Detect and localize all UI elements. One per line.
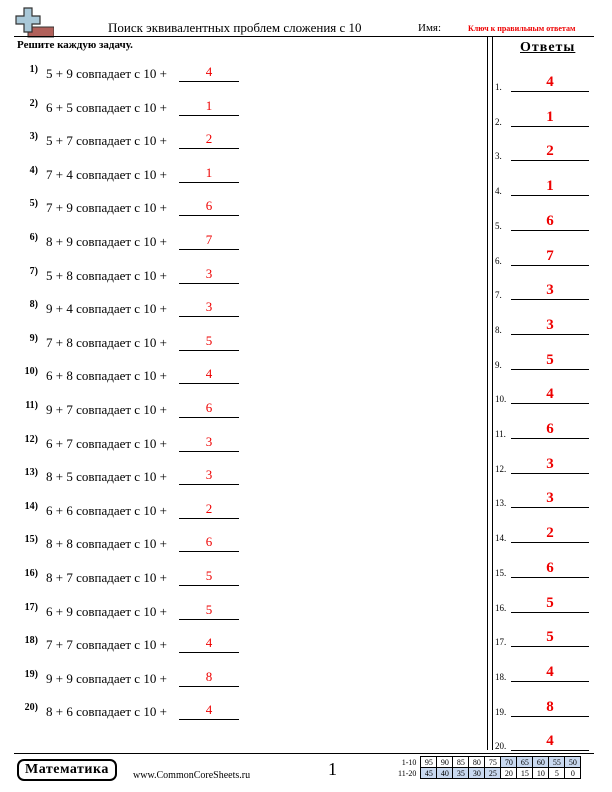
answer-key-number: 18. [495, 671, 507, 682]
answer-key-row [494, 595, 604, 615]
brand-badge: Математика [17, 759, 117, 781]
problem-text: 7 + 8 совпадает с 10 + [46, 334, 167, 350]
answer-blank[interactable]: 4 [179, 635, 239, 653]
score-cell: 20 [501, 768, 517, 779]
answer-blank[interactable]: 7 [179, 232, 239, 250]
problem-row [0, 165, 486, 185]
problem-number: 1) [29, 64, 38, 75]
problem-number: 4) [29, 164, 38, 176]
answer-key-row [494, 282, 604, 302]
problem-row [0, 266, 486, 286]
answer-key-value: 6 [511, 421, 589, 439]
answer-blank[interactable]: 2 [179, 501, 239, 519]
answer-blank[interactable]: 3 [179, 266, 239, 284]
problem-number: 13) [24, 467, 38, 479]
problem-row [0, 534, 486, 554]
answer-key-value: 2 [511, 525, 589, 543]
score-cell: 55 [549, 757, 565, 768]
score-cell: 10 [533, 768, 549, 779]
answer-key-number: 3. [495, 151, 502, 162]
answer-blank[interactable]: 3 [179, 299, 239, 317]
problem-row [0, 702, 486, 722]
answer-key-value: 4 [511, 74, 589, 92]
worksheet-title: Поиск эквивалентных проблем сложения с 10 [108, 20, 362, 35]
problem-row [0, 501, 486, 521]
problem-text: 8 + 8 совпадает с 10 + [46, 536, 167, 552]
answer-blank[interactable]: 5 [179, 602, 239, 620]
problem-text: 7 + 7 совпадает с 10 + [46, 637, 167, 653]
answer-key-value: 8 [511, 699, 589, 717]
score-cell: 45 [421, 768, 437, 779]
problem-number: 11) [25, 400, 38, 411]
answer-key-row [494, 352, 604, 372]
answer-key-row [494, 317, 604, 337]
problem-number: 7) [29, 265, 38, 277]
answer-blank[interactable]: 4 [179, 366, 239, 384]
answer-key-number: 7. [495, 290, 502, 301]
footer-divider [14, 753, 594, 754]
problem-text: 6 + 7 совпадает с 10 + [46, 435, 167, 451]
answer-key-value: 1 [511, 178, 589, 196]
problem-text: 6 + 9 совпадает с 10 + [46, 603, 167, 619]
problem-number: 14) [24, 500, 38, 512]
score-table [396, 756, 581, 779]
problem-row [0, 366, 486, 386]
score-cell: 85 [453, 757, 469, 768]
problem-text: 8 + 5 совпадает с 10 + [46, 469, 167, 485]
score-range-label: 1-10 [401, 757, 417, 767]
problem-number: 16) [24, 568, 38, 579]
header-divider [14, 36, 594, 37]
answer-blank[interactable]: 8 [179, 669, 239, 687]
score-cell: 50 [565, 757, 581, 768]
problem-text: 8 + 9 совпадает с 10 + [46, 234, 167, 249]
name-label: Имя: [418, 22, 442, 34]
answer-key-number: 1. [495, 82, 502, 92]
answer-key-number: 10. [495, 394, 507, 405]
problem-text: 9 + 4 совпадает с 10 + [46, 301, 167, 317]
problem-row [0, 602, 486, 622]
answer-blank[interactable]: 2 [179, 131, 239, 149]
problem-number: 9) [29, 332, 38, 344]
answer-key-value: 4 [511, 664, 589, 682]
score-cell: 65 [517, 757, 533, 768]
answer-key-number: 20. [495, 741, 507, 752]
answer-key-row [494, 490, 604, 510]
answer-key-row [494, 109, 604, 129]
answer-key-number: 11. [495, 429, 506, 439]
problem-number: 19) [24, 668, 38, 680]
problem-text: 9 + 7 совпадает с 10 + [46, 402, 167, 417]
answer-key-number: 9. [495, 359, 502, 370]
answer-key-value: 5 [511, 352, 589, 370]
answer-blank[interactable]: 3 [179, 434, 239, 452]
score-cell: 80 [469, 757, 485, 768]
problem-text: 5 + 9 совпадает с 10 + [46, 66, 167, 81]
answer-key-value: 5 [511, 629, 589, 647]
problem-number: 3) [29, 131, 38, 143]
answer-key-number: 5. [495, 220, 502, 231]
instructions: Решите каждую задачу. [17, 39, 133, 51]
plus-sign-logo-icon [14, 6, 54, 38]
problem-row [0, 131, 486, 151]
answer-key-number: 4. [495, 186, 502, 197]
problem-row [0, 434, 486, 454]
score-range-label: 11-20 [398, 768, 417, 778]
answer-key-number: 17. [495, 637, 507, 648]
answer-key-row [494, 248, 604, 268]
answer-key-row [494, 456, 604, 476]
answer-key-value: 1 [511, 109, 589, 127]
score-cell: 5 [549, 768, 565, 779]
answer-key-label: Ключ к правильным ответам [468, 24, 576, 33]
answer-key-number: 19. [495, 706, 507, 717]
answer-key-row [494, 525, 604, 545]
answer-key-value: 3 [511, 282, 589, 300]
score-cell: 40 [437, 768, 453, 779]
problem-number: 15) [24, 534, 38, 546]
answer-key-number: 15. [495, 567, 507, 578]
problem-text: 7 + 4 совпадает с 10 + [46, 166, 167, 182]
answer-key-value: 3 [511, 317, 589, 335]
answer-key-row [494, 733, 604, 753]
problem-row [0, 232, 486, 252]
answer-key-row [494, 699, 604, 719]
answer-key-row [494, 143, 604, 163]
problem-row [0, 467, 486, 487]
answer-key-row [494, 213, 604, 233]
answer-key-value: 7 [511, 248, 589, 266]
answer-key-row [494, 560, 604, 580]
site-url: www.CommonCoreSheets.ru [133, 770, 251, 781]
problem-row [0, 299, 486, 319]
problem-text: 9 + 9 совпадает с 10 + [46, 670, 167, 686]
problem-row [0, 98, 486, 118]
problem-text: 5 + 8 совпадает с 10 + [46, 267, 167, 283]
score-cell: 90 [437, 757, 453, 768]
answer-blank[interactable]: 1 [179, 165, 239, 183]
score-cell: 30 [469, 768, 485, 779]
problem-text: 8 + 7 совпадает с 10 + [46, 570, 167, 585]
problem-row [0, 669, 486, 689]
answer-key-value: 4 [511, 386, 589, 404]
problem-text: 7 + 9 совпадает с 10 + [46, 200, 167, 216]
problem-row [0, 333, 486, 353]
answer-key-number: 13. [495, 498, 507, 509]
score-cell: 60 [533, 757, 549, 768]
answer-key-value: 2 [511, 143, 589, 161]
problem-text: 6 + 5 совпадает с 10 + [46, 99, 167, 115]
problem-row [0, 568, 486, 588]
answer-key-number: 2. [495, 116, 502, 127]
score-cell: 70 [501, 757, 517, 768]
answer-blank[interactable]: 5 [179, 568, 239, 586]
problem-number: 6) [29, 232, 38, 243]
score-row [396, 757, 581, 768]
score-cell: 0 [565, 768, 581, 779]
problem-row [0, 64, 486, 84]
answer-blank[interactable]: 6 [179, 534, 239, 552]
answer-blank[interactable]: 6 [179, 400, 239, 418]
answer-blank[interactable]: 6 [179, 198, 239, 216]
answer-blank[interactable]: 5 [179, 333, 239, 351]
problem-text: 8 + 6 совпадает с 10 + [46, 704, 167, 720]
answer-key-value: 3 [511, 490, 589, 508]
problem-row [0, 198, 486, 218]
score-cell: 15 [517, 768, 533, 779]
answer-key-value: 3 [511, 456, 589, 474]
problem-number: 12) [24, 433, 38, 445]
answer-key-number: 6. [495, 255, 502, 266]
answer-blank[interactable]: 3 [179, 467, 239, 485]
problem-number: 8) [29, 299, 38, 311]
problem-number: 17) [24, 601, 38, 613]
answers-title: Ответы [520, 40, 576, 55]
answer-key-value: 6 [511, 560, 589, 578]
answer-key-number: 16. [495, 602, 507, 613]
problem-text: 6 + 8 совпадает с 10 + [46, 368, 167, 384]
answer-key-number: 12. [495, 463, 507, 474]
problem-row [0, 635, 486, 655]
score-cell: 35 [453, 768, 469, 779]
answer-key-number: 8. [495, 324, 502, 335]
problem-text: 6 + 6 совпадает с 10 + [46, 502, 167, 518]
problem-number: 20) [24, 702, 38, 714]
score-row [396, 768, 581, 779]
problem-number: 10) [24, 366, 38, 378]
answer-key-value: 5 [511, 595, 589, 613]
problem-number: 5) [29, 198, 38, 210]
problem-text: 5 + 7 совпадает с 10 + [46, 133, 167, 149]
answer-blank[interactable]: 1 [179, 98, 239, 116]
answer-column-divider [487, 37, 493, 750]
answer-key-row [494, 421, 604, 441]
score-cell: 95 [421, 757, 437, 768]
answer-key-value: 4 [511, 733, 589, 751]
answer-blank[interactable]: 4 [179, 64, 239, 82]
problem-number: 18) [24, 635, 38, 647]
answer-key-row [494, 664, 604, 684]
answer-key-row [494, 74, 604, 94]
problem-row [0, 400, 486, 420]
problem-number: 2) [29, 97, 38, 109]
answer-key-row [494, 629, 604, 649]
score-cell: 25 [485, 768, 501, 779]
answer-key-row [494, 386, 604, 406]
answer-key-value: 6 [511, 213, 589, 231]
score-cell: 75 [485, 757, 501, 768]
page-number: 1 [328, 759, 337, 779]
answer-key-row [494, 178, 604, 198]
answer-key-number: 14. [495, 533, 507, 544]
answer-blank[interactable]: 4 [179, 702, 239, 720]
